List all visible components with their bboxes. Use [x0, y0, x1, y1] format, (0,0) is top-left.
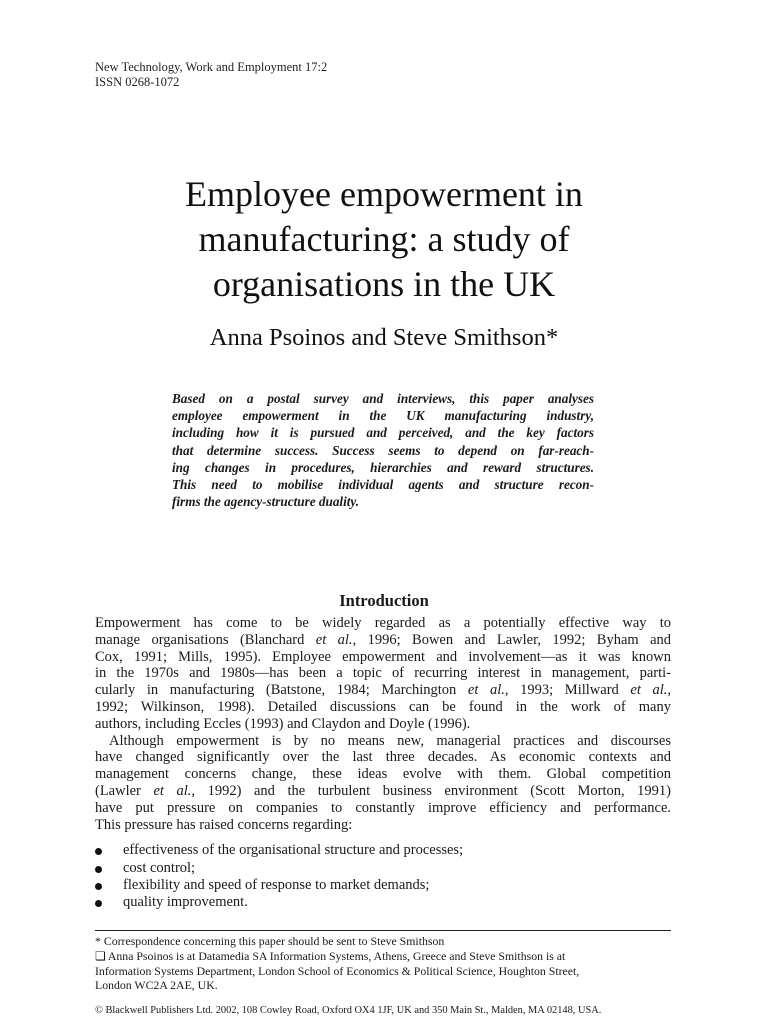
text-line: 1992; Wilkinson, 1998). Detailed discussions can be found in the work of many — [95, 698, 671, 715]
text-line: Empowerment has come to be widely regarded as a potentially effective way to — [95, 615, 671, 631]
footnote-affiliation: ❏ Anna Psoinos is at Datamedia SA Information Systems, Athens, Greece and Steve Smithson is at — [95, 948, 566, 963]
footnote-correspondence: * Correspondence concerning this paper should be sent to Steve Smithson — [95, 934, 445, 948]
footnote-affiliation: Information Systems Department, London School of Economics & Political Science, Houghton Street, — [95, 963, 580, 978]
text-line: (Lawler et al., 1992) and the turbulent business environment (Scott Morton, 1991) — [95, 782, 671, 799]
bullet-list — [95, 842, 671, 911]
paragraph — [95, 733, 671, 834]
text-line: Cox, 1991; Mills, 1995). Employee empowerment and involvement—as it was known — [95, 648, 671, 665]
text-line: cularly in manufacturing (Batstone, 1984; Marchington et al., 1993; Millward et al., — [95, 682, 672, 699]
abstract-line: including how it is pursued and perceived, and the key factors — [172, 425, 594, 441]
bullet-icon — [95, 848, 102, 855]
article-authors: Anna Psoinos and Steve Smithson* — [209, 324, 559, 351]
text-line: management concerns change, these ideas evolve with them. Global competition — [95, 766, 671, 783]
bullet-icon — [95, 883, 102, 890]
footnote-affiliation: London WC2A 2AE, UK. — [95, 978, 218, 993]
bullet-icon — [95, 900, 102, 907]
title-line: Employee empowerment in — [185, 174, 583, 214]
section-heading-introduction: Introduction — [339, 591, 429, 610]
abstract — [172, 390, 594, 510]
bullet-icon — [95, 866, 102, 873]
journal-header — [95, 60, 327, 90]
list-item: effectiveness of the organisational structure and processes; — [95, 842, 671, 859]
copyright-notice: © Blackwell Publishers Ltd. 2002, 108 Cowley Road, Oxford OX4 1JF, UK and 350 Main St., Malden, MA 02148, USA. — [95, 1005, 602, 1016]
paragraph — [95, 615, 671, 733]
text-line: Although empowerment is by no means new, managerial practices and discourses — [109, 732, 671, 749]
text-line: authors, including Eccles (1993) and Claydon and Doyle (1996). — [95, 715, 471, 732]
text-line: This pressure has raised concerns regarding: — [95, 816, 353, 833]
journal-citation: New Technology, Work and Employment 17:2 — [95, 60, 328, 74]
list-item: flexibility and speed of response to market demands; — [95, 877, 671, 894]
footnotes — [95, 934, 671, 993]
article-title — [0, 172, 768, 307]
text-line: in the 1970s and 1980s—has been a topic of recurring interest in management, parti- — [95, 665, 671, 682]
text-line: have put pressure on companies to constantly improve efficiency and performance. — [95, 799, 671, 816]
footnote-divider — [95, 930, 671, 931]
text-line: have changed significantly over the last three decades. As economic contexts and — [95, 749, 671, 766]
abstract-line: employee empowerment in the UK manufacturing industry, — [172, 408, 594, 424]
abstract-line: Based on a postal survey and interviews, this paper analyses — [172, 391, 594, 406]
abstract-line: This need to mobilise individual agents and structure recon- — [172, 477, 594, 493]
list-item: cost control; — [95, 860, 671, 877]
title-line: manufacturing: a study of — [198, 219, 570, 259]
introduction-body — [95, 615, 671, 911]
title-line: organisations in the UK — [212, 264, 556, 304]
abstract-line: that determine success. Success seems to depend on far-reach- — [172, 442, 594, 458]
text-line: manage organisations (Blanchard et al., 1996; Bowen and Lawler, 1992; Byham and — [95, 631, 672, 648]
abstract-line: firms the agency-structure duality. — [172, 494, 360, 510]
journal-issn: ISSN 0268-1072 — [95, 75, 180, 89]
abstract-line: ing changes in procedures, hierarchies and reward structures. — [172, 459, 594, 475]
list-item: quality improvement. — [95, 894, 671, 911]
